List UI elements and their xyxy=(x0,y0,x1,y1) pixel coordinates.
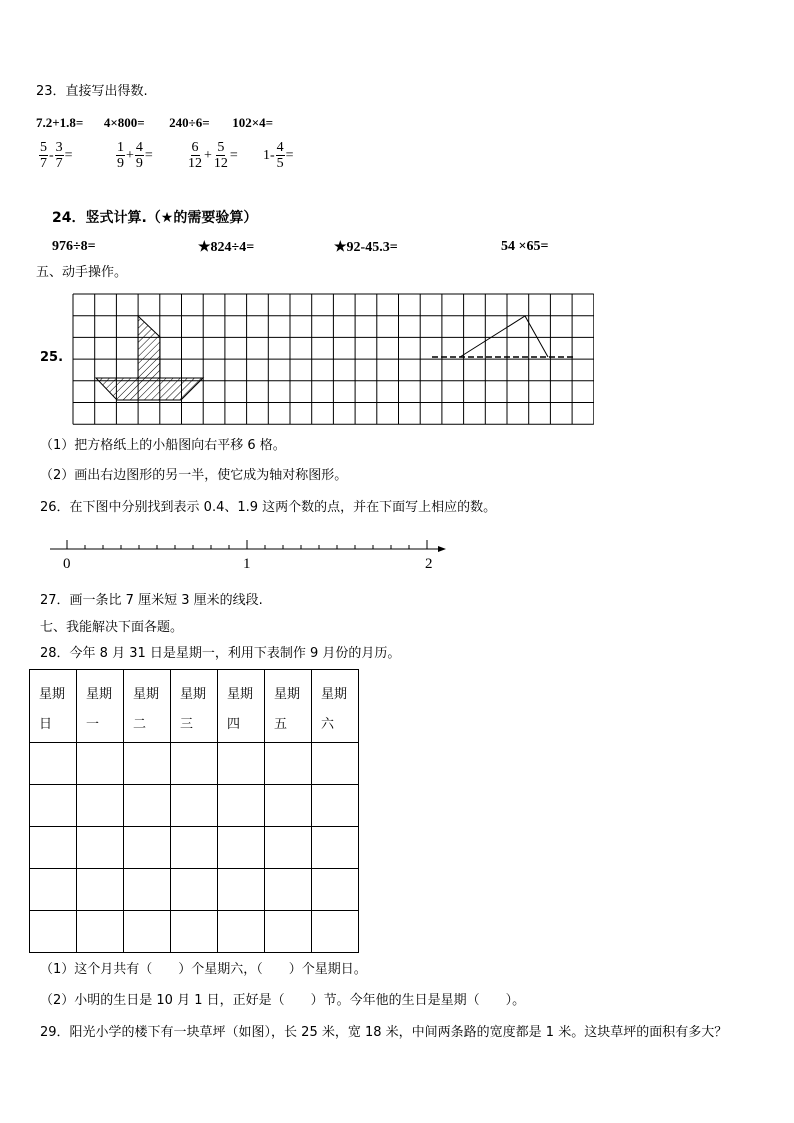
calendar-cell[interactable] xyxy=(265,911,312,953)
calendar-cell[interactable] xyxy=(312,785,359,827)
calendar-cell[interactable] xyxy=(171,785,218,827)
section-five-heading: 五、动手操作。 xyxy=(36,265,128,280)
boat-sail xyxy=(138,316,160,378)
q25-grid-figure xyxy=(70,290,594,426)
calendar-cell[interactable] xyxy=(30,785,77,827)
calendar-cell[interactable] xyxy=(312,911,359,953)
q23-item-2: 4×800= xyxy=(103,115,145,130)
calendar-header-cell: 星期 六 xyxy=(312,670,359,743)
calendar-cell[interactable] xyxy=(30,911,77,953)
calendar-cell[interactable] xyxy=(265,827,312,869)
calendar-cell[interactable] xyxy=(265,743,312,785)
calendar-cell[interactable] xyxy=(77,785,124,827)
q24-item-1: 976÷8= xyxy=(52,239,96,254)
number-line-label-0: 0 xyxy=(63,556,71,572)
calendar-header-cell: 星期 日 xyxy=(30,670,77,743)
calendar-cell[interactable] xyxy=(218,869,265,911)
calendar-cell[interactable] xyxy=(124,911,171,953)
calendar-header-cell: 星期 五 xyxy=(265,670,312,743)
calendar-header-cell: 星期 四 xyxy=(218,670,265,743)
q24-item-4: 54 ×65= xyxy=(501,239,549,254)
calendar-cell[interactable] xyxy=(312,827,359,869)
calendar-cell[interactable] xyxy=(124,869,171,911)
q29-title: 29．阳光小学的楼下有一块草坪（如图），长 25 米，宽 18 米，中间两条路的宽度都是 1 米。这块草坪的面积有多大？ xyxy=(40,1025,728,1040)
calendar-header-cell: 星期 三 xyxy=(171,670,218,743)
calendar-cell[interactable] xyxy=(171,911,218,953)
calendar-cell[interactable] xyxy=(77,911,124,953)
q24-item-3: ★92-45.3= xyxy=(334,240,398,255)
q28-sub1: （1）这个月共有（ ）个星期六，（ ）个星期日。 xyxy=(40,962,367,977)
calendar-cell[interactable] xyxy=(30,869,77,911)
q27-title: 27．画一条比 7 厘米短 3 厘米的线段. xyxy=(40,593,263,608)
calendar-cell[interactable] xyxy=(218,827,265,869)
calendar-cell[interactable] xyxy=(124,785,171,827)
q23-fraction-2: $\frac{1}{9}$ + $\frac{4}{9}$ = xyxy=(117,140,153,171)
calendar-cell[interactable] xyxy=(77,869,124,911)
calendar-cell[interactable] xyxy=(265,785,312,827)
q23-fraction-3: $\frac{6}{12}$ + $\frac{5}{12}$ = xyxy=(188,140,238,171)
q25-instruction-1: （1）把方格纸上的小船图向右平移 6 格。 xyxy=(40,438,286,453)
calendar-cell[interactable] xyxy=(77,827,124,869)
number-line-label-2: 2 xyxy=(425,556,433,572)
calendar-cell[interactable] xyxy=(265,869,312,911)
section-seven-heading: 七、我能解决下面各题。 xyxy=(40,620,184,635)
half-figure xyxy=(460,316,548,357)
calendar-header-cell: 星期 二 xyxy=(124,670,171,743)
calendar-cell[interactable] xyxy=(171,869,218,911)
q23-item-1: 7.2+1.8= xyxy=(36,115,84,130)
q23-item-4: 102×4= xyxy=(232,115,274,130)
number-line-label-1: 1 xyxy=(243,556,251,572)
q23-row1 xyxy=(36,115,273,131)
calendar-cell[interactable] xyxy=(124,827,171,869)
boat-hull xyxy=(96,378,203,400)
calendar-cell[interactable] xyxy=(218,743,265,785)
q23-item-3: 240÷6= xyxy=(169,115,210,130)
calendar-cell[interactable] xyxy=(171,743,218,785)
calendar-cell[interactable] xyxy=(30,743,77,785)
q25-label: 25. xyxy=(40,350,64,365)
calendar-cell[interactable] xyxy=(124,743,171,785)
calendar-header-cell: 星期 一 xyxy=(77,670,124,743)
q23-fraction-4: 1- $\frac{4}{5}$ = xyxy=(263,140,294,171)
calendar-cell[interactable] xyxy=(218,785,265,827)
q28-sub2: （2）小明的生日是 10 月 1 日，正好是（ ）节。今年他的生日是星期（ ）。 xyxy=(40,993,526,1008)
q28-title: 28．今年 8 月 31 日是星期一，利用下表制作 9 月份的月历。 xyxy=(40,646,401,661)
calendar-cell[interactable] xyxy=(30,827,77,869)
q26-title: 26．在下图中分别找到表示 0.4、1.9 这两个数的点，并在下面写上相应的数。 xyxy=(40,500,497,515)
q23-fraction-1: $\frac{5}{7}$ - $\frac{3}{7}$ = xyxy=(40,140,73,171)
calendar-cell[interactable] xyxy=(171,827,218,869)
calendar-cell[interactable] xyxy=(312,743,359,785)
q23-title: 23．直接写出得数. xyxy=(36,84,148,99)
calendar-cell[interactable] xyxy=(77,743,124,785)
calendar-table xyxy=(29,669,359,953)
q25-instruction-2: （2）画出右边图形的另一半，使它成为轴对称图形。 xyxy=(40,468,348,483)
calendar-cell[interactable] xyxy=(312,869,359,911)
calendar-cell[interactable] xyxy=(218,911,265,953)
q24-title: 24．竖式计算.（★的需要验算） xyxy=(52,210,258,226)
q24-item-2: ★824÷4= xyxy=(198,240,255,255)
